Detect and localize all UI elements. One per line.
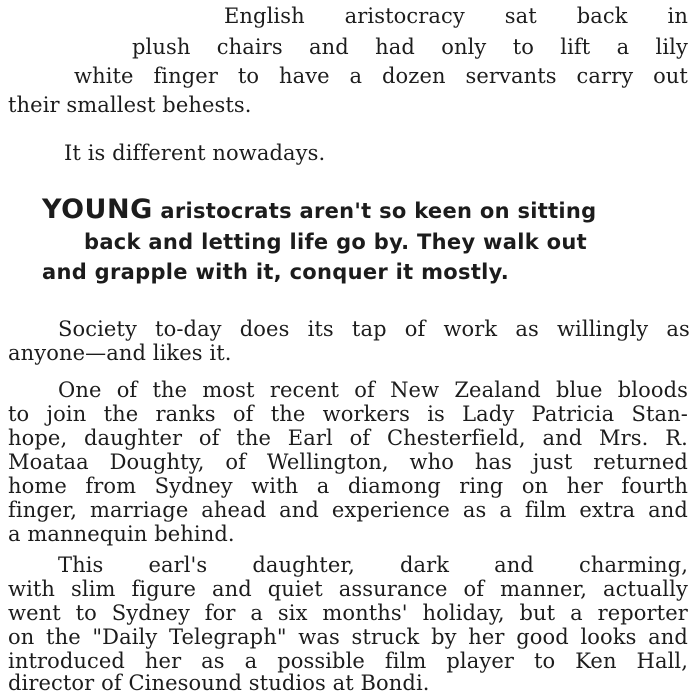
word: months' xyxy=(322,601,408,625)
word: extra xyxy=(579,498,636,522)
word: lily xyxy=(655,35,688,59)
word: Patricia xyxy=(531,402,615,426)
word: the xyxy=(46,625,81,649)
word: hope, xyxy=(8,426,68,450)
intro-line-4: their smallest behests. xyxy=(8,93,252,117)
word: the xyxy=(103,402,139,426)
body-line xyxy=(8,426,688,450)
word: blue xyxy=(556,378,603,402)
word: willingly xyxy=(556,317,649,341)
body-line xyxy=(58,317,690,341)
word: servants xyxy=(465,64,557,88)
word: quiet xyxy=(267,577,323,601)
word: and xyxy=(648,625,688,649)
word: holiday, xyxy=(422,601,505,625)
word: a xyxy=(499,498,512,522)
word: as xyxy=(515,317,539,341)
word: ring xyxy=(459,474,504,498)
word: and xyxy=(494,553,534,577)
word: a xyxy=(250,601,264,625)
word: chairs xyxy=(216,35,283,59)
body-line xyxy=(8,625,688,649)
word: daughter xyxy=(83,426,183,450)
word: fourth xyxy=(621,474,688,498)
word: assurance xyxy=(338,577,448,601)
word: One xyxy=(58,378,102,402)
word: workers xyxy=(322,402,410,426)
word: ahead xyxy=(201,498,267,522)
word: of xyxy=(232,402,254,426)
word: and xyxy=(309,35,349,59)
word: Telegraph" xyxy=(169,625,287,649)
word: and xyxy=(211,577,252,601)
word: "Daily xyxy=(92,625,158,649)
word: and xyxy=(279,498,319,522)
body-line xyxy=(58,553,688,577)
word: Stan- xyxy=(631,402,688,426)
word: of xyxy=(349,426,371,450)
word: to xyxy=(75,601,97,625)
word: finger xyxy=(153,64,218,88)
body-line: anyone—and likes it. xyxy=(8,341,232,365)
word: actually xyxy=(603,577,688,601)
word: on xyxy=(8,625,35,649)
word: Moataa xyxy=(8,450,89,474)
body-line xyxy=(8,450,688,474)
word: six xyxy=(277,601,308,625)
intro-line-2 xyxy=(132,35,688,59)
word: a xyxy=(316,474,330,498)
word: R. xyxy=(665,426,688,450)
word: for xyxy=(204,601,236,625)
word: Mrs. xyxy=(599,426,649,450)
word: in xyxy=(667,4,688,28)
word: experience xyxy=(331,498,450,522)
word: struck xyxy=(351,625,420,649)
word: back xyxy=(576,4,628,28)
word: to xyxy=(533,649,556,673)
word: just xyxy=(532,450,573,474)
word: to xyxy=(8,402,30,426)
word: plush xyxy=(132,35,191,59)
word: who xyxy=(409,450,454,474)
word: Earl xyxy=(287,426,333,450)
word: work xyxy=(443,317,498,341)
word: her xyxy=(566,474,603,498)
word: on xyxy=(521,474,549,498)
word: of xyxy=(354,378,375,402)
word: with xyxy=(8,577,56,601)
short-paragraph: It is different nowadays. xyxy=(64,141,326,165)
pull-quote-line-3: and grapple with it, conquer it mostly. xyxy=(42,260,510,284)
word: of xyxy=(404,317,426,341)
word: Zealand xyxy=(454,378,541,402)
word: reporter xyxy=(597,601,688,625)
word: her xyxy=(468,625,505,649)
word: a xyxy=(244,649,258,673)
word: with xyxy=(251,474,299,498)
word: carry xyxy=(576,64,634,88)
word: dark xyxy=(399,553,450,577)
word: and xyxy=(648,498,688,522)
pull-quote-line-2: back and letting life go by. They walk out xyxy=(84,230,587,254)
word: sat xyxy=(504,4,537,28)
body-line: director of Cinesound studios at Bondi. xyxy=(8,671,430,695)
word: ranks xyxy=(155,402,216,426)
word: went xyxy=(8,601,61,625)
intro-line-3 xyxy=(74,64,688,88)
body-line xyxy=(58,378,688,402)
word: the xyxy=(270,402,306,426)
word: by xyxy=(431,625,457,649)
word: returned xyxy=(593,450,688,474)
word: looks xyxy=(580,625,637,649)
word: daughter, xyxy=(252,553,355,577)
word: to-day xyxy=(155,317,222,341)
word: diamong xyxy=(347,474,441,498)
word: a xyxy=(349,64,363,88)
word: as xyxy=(666,317,690,341)
word: lift xyxy=(560,35,591,59)
word: Doughty, xyxy=(109,450,205,474)
word: join xyxy=(46,402,87,426)
word: dozen xyxy=(382,64,446,88)
word: film xyxy=(384,649,427,673)
word: aristocracy xyxy=(344,4,465,28)
word: manner, xyxy=(500,577,588,601)
body-line xyxy=(8,498,688,522)
word: earl's xyxy=(148,553,208,577)
word: bloods xyxy=(617,378,688,402)
word: as xyxy=(201,649,225,673)
word: her xyxy=(144,649,182,673)
word: from xyxy=(85,474,137,498)
intro-line-1 xyxy=(224,4,688,28)
word: recent xyxy=(269,378,340,402)
word: of xyxy=(116,378,138,402)
word: a xyxy=(570,601,583,625)
word: of xyxy=(198,426,220,450)
word: Society xyxy=(58,317,137,341)
word: good xyxy=(516,625,569,649)
body-line: a mannequin behind. xyxy=(8,522,235,546)
word: This xyxy=(58,553,104,577)
word: Ken xyxy=(575,649,617,673)
body-line xyxy=(8,649,688,673)
word: most xyxy=(202,378,255,402)
word: have xyxy=(278,64,330,88)
word: white xyxy=(74,64,134,88)
word: marriage xyxy=(89,498,189,522)
body-line xyxy=(8,474,688,498)
word: possible xyxy=(277,649,365,673)
word: its xyxy=(307,317,334,341)
word: player xyxy=(446,649,514,673)
word: Hall, xyxy=(636,649,688,673)
word: Lady xyxy=(462,402,515,426)
word: the xyxy=(236,426,272,450)
pull-quote-line-1 xyxy=(42,196,656,225)
word: and xyxy=(542,426,583,450)
pull-quote-line-1-text: aristocrats aren't so keen on sitting xyxy=(160,199,597,223)
word: was xyxy=(298,625,340,649)
body-line xyxy=(8,402,688,426)
word: finger, xyxy=(8,498,77,522)
word: English xyxy=(224,4,305,28)
word: to xyxy=(512,35,534,59)
word: has xyxy=(474,450,512,474)
word: to xyxy=(237,64,260,88)
word: Wellington, xyxy=(266,450,389,474)
body-line xyxy=(8,601,688,625)
word: as xyxy=(462,498,487,522)
word: does xyxy=(239,317,290,341)
word: figure xyxy=(131,577,197,601)
word: had xyxy=(375,35,415,59)
word: New xyxy=(390,378,440,402)
word: introduced xyxy=(8,649,125,673)
word: slim xyxy=(71,577,116,601)
word: Sydney xyxy=(111,601,190,625)
word: Chesterfield, xyxy=(386,426,526,450)
word: out xyxy=(653,64,688,88)
word: Sydney xyxy=(154,474,233,498)
word: a xyxy=(616,35,630,59)
drop-word: YOUNG xyxy=(42,194,153,225)
word: tap xyxy=(351,317,387,341)
word: film xyxy=(524,498,567,522)
word: only xyxy=(441,35,487,59)
word: is xyxy=(427,402,445,426)
word: but xyxy=(519,601,556,625)
word: the xyxy=(152,378,188,402)
word: charming, xyxy=(578,553,688,577)
word: home xyxy=(8,474,67,498)
word: of xyxy=(463,577,485,601)
word: of xyxy=(225,450,247,474)
body-line xyxy=(8,577,688,601)
